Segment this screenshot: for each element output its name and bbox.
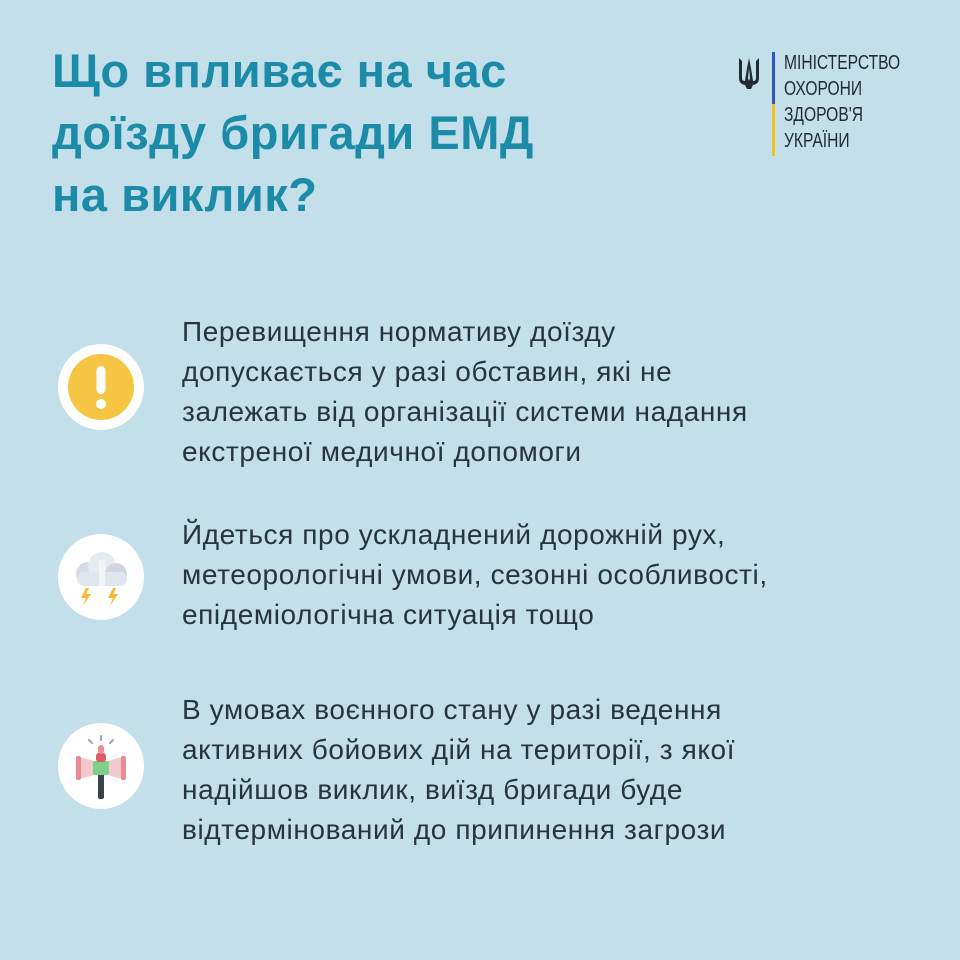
item-text-line: метеорологічні умови, сезонні особливості,	[182, 559, 768, 590]
page-title	[52, 40, 672, 226]
icon-circle	[58, 344, 144, 430]
logo-bar-blue	[772, 52, 775, 104]
item-text-line: Перевищення нормативу доїзду	[182, 316, 616, 347]
storm-cloud-icon	[58, 534, 144, 620]
logo-bar-yellow	[772, 104, 775, 156]
info-item-conditions	[58, 515, 918, 645]
item-text	[182, 312, 912, 472]
item-text	[182, 690, 912, 850]
item-text-line: надійшов виклик, виїзд бригади буде	[182, 774, 684, 805]
item-text-line: відтермінований до припинення загрози	[182, 814, 727, 845]
logo-line: ОХОРОНИ	[784, 78, 863, 100]
title-line: доїзду бригади ЕМД	[52, 106, 534, 159]
logo-line: УКРАЇНИ	[784, 130, 850, 152]
title-line: на виклик?	[52, 168, 318, 221]
item-text-line: допускається у разі обставин, які не	[182, 356, 673, 387]
info-item-martial-law	[58, 690, 918, 860]
item-text-line: епідеміологічна ситуація тощо	[182, 599, 595, 630]
icon-circle	[58, 534, 144, 620]
info-item-delay	[58, 312, 918, 482]
item-text-line: екстреної медичної допомоги	[182, 436, 582, 467]
title-line: Що впливає на час	[52, 44, 507, 97]
item-text-line: активних бойових дій на території, з якої	[182, 734, 736, 765]
logo-line: МІНІСТЕРСТВО	[784, 52, 901, 74]
item-text-line: В умовах воєнного стану у разі ведення	[182, 694, 722, 725]
trident-icon	[736, 54, 762, 90]
icon-circle	[58, 723, 144, 809]
ministry-logo	[736, 50, 926, 160]
logo-line: ЗДОРОВ'Я	[784, 104, 863, 126]
exclamation-icon	[58, 344, 144, 430]
siren-megaphone-icon	[58, 723, 144, 809]
item-text-line: Йдеться про ускладнений дорожній рух,	[182, 519, 726, 550]
logo-text	[784, 50, 900, 154]
item-text	[182, 515, 912, 635]
item-text-line: залежать від організації системи надання	[182, 396, 748, 427]
